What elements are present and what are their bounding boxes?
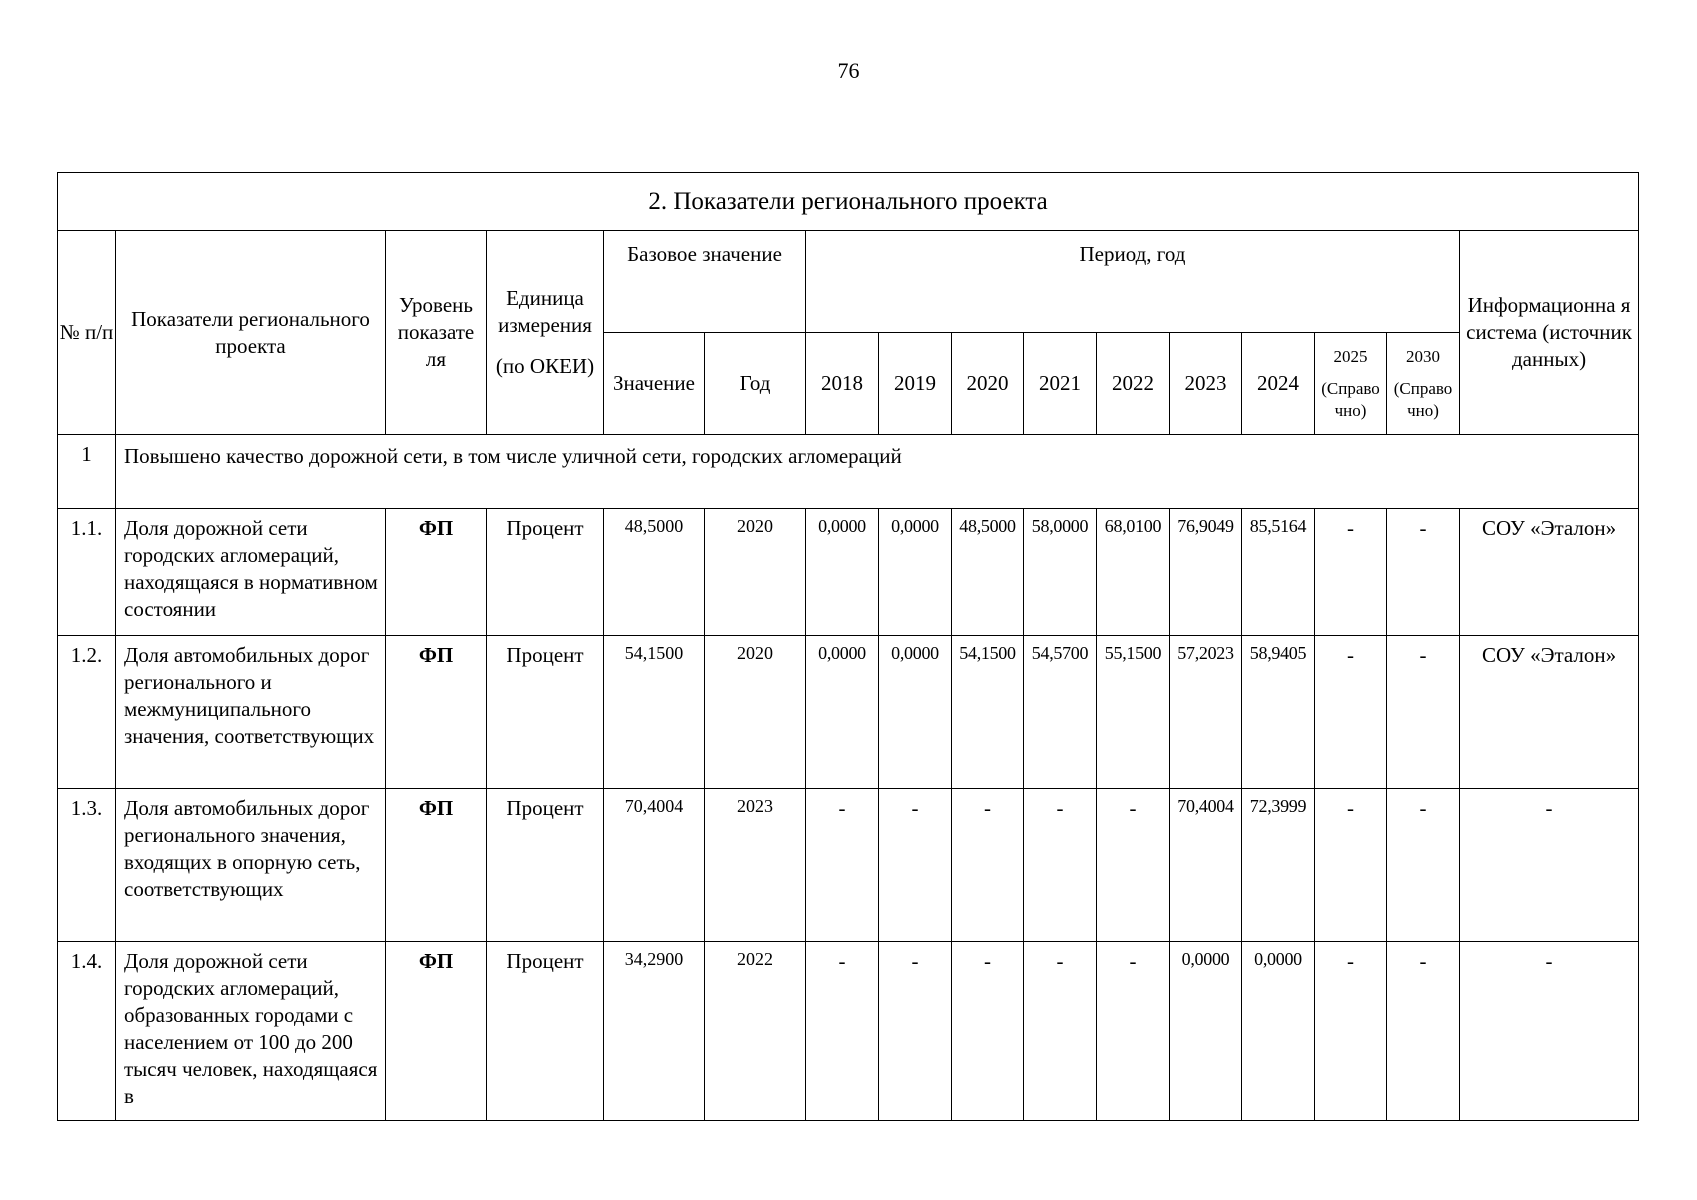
header-unit-line2: (по ОКЕИ) [495,354,595,378]
header-year-2030-label: 2030 [1406,346,1440,366]
row-value-2030: - [1387,789,1460,942]
row-base-value: 34,2900 [604,942,705,1121]
row-level: ФП [386,789,487,942]
section-num: 1 [58,435,116,509]
row-indicator-name: Доля автомобильных дорог регионального и межмуниципального значения, соответствующих [116,636,386,789]
header-year-2023: 2023 [1170,333,1242,435]
row-num: 1.1. [58,509,116,636]
indicators-table [57,172,1639,1121]
row-level: ФП [386,636,487,789]
header-reference-2025: (Справо чно) [1321,378,1380,420]
row-base-value: 70,4004 [604,789,705,942]
row-value-2018: - [806,789,879,942]
row-unit: Процент [487,942,604,1121]
row-base-value: 54,1500 [604,636,705,789]
header-year-2018: 2018 [806,333,879,435]
row-source: - [1460,942,1639,1121]
row-value-2020: - [952,942,1024,1121]
table-title: 2. Показатели регионального проекта [58,173,1639,231]
row-value-2020: 54,1500 [952,636,1024,789]
row-value-2020: 48,5000 [952,509,1024,636]
header-year-2030 [1387,333,1460,435]
row-indicator-name: Доля автомобильных дорог регионального значения, входящих в опорную сеть, соответствующих [116,789,386,942]
header-indicator: Показатели регионального проекта [116,231,386,435]
row-value-2030: - [1387,636,1460,789]
row-value-2021: 54,5700 [1024,636,1097,789]
row-num: 1.4. [58,942,116,1121]
row-value-2025: - [1315,942,1387,1121]
row-value-2024: 58,9405 [1242,636,1315,789]
row-unit: Процент [487,636,604,789]
row-base-year: 2022 [705,942,806,1121]
table-row [58,509,1639,636]
row-value-2021: - [1024,789,1097,942]
row-value-2019: - [879,789,952,942]
header-year-2021: 2021 [1024,333,1097,435]
row-value-2019: - [879,942,952,1121]
row-level: ФП [386,509,487,636]
row-unit: Процент [487,509,604,636]
row-base-year: 2020 [705,509,806,636]
header-reference-2030: (Справо чно) [1393,378,1453,420]
row-value-2024: 0,0000 [1242,942,1315,1121]
header-year-2019: 2019 [879,333,952,435]
row-value-2023: 70,4004 [1170,789,1242,942]
row-indicator-name: Доля дорожной сети городских агломераций, находящаяся в нормативном состоянии [116,509,386,636]
row-indicator-name: Доля дорожной сети городских агломераций, образованных городами с населением от 100 до 200 тысяч человек, находящаяся в [116,942,386,1121]
row-value-2020: - [952,789,1024,942]
row-value-2022: - [1097,942,1170,1121]
table-row [58,942,1639,1121]
row-value-2019: 0,0000 [879,509,952,636]
header-year-2020: 2020 [952,333,1024,435]
table-row [58,789,1639,942]
header-level: Уровень показате ля [386,231,487,435]
row-value-2024: 85,5164 [1242,509,1315,636]
row-value-2018: 0,0000 [806,509,879,636]
header-value: Значение [604,333,705,435]
row-base-value: 48,5000 [604,509,705,636]
row-value-2025: - [1315,789,1387,942]
row-value-2019: 0,0000 [879,636,952,789]
table-row [58,636,1639,789]
row-value-2025: - [1315,509,1387,636]
row-source: - [1460,789,1639,942]
row-value-2022: 68,0100 [1097,509,1170,636]
row-value-2022: 55,1500 [1097,636,1170,789]
row-value-2021: 58,0000 [1024,509,1097,636]
header-unit-line1: Единица измерения [498,286,592,337]
row-value-2024: 72,3999 [1242,789,1315,942]
header-year-2022: 2022 [1097,333,1170,435]
page-number: 76 [837,58,860,83]
header-period: Период, год [806,231,1460,333]
row-value-2023: 76,9049 [1170,509,1242,636]
row-num: 1.3. [58,789,116,942]
row-base-year: 2023 [705,789,806,942]
header-unit [487,231,604,435]
section-title: Повышено качество дорожной сети, в том числе уличной сети, городских агломераций [116,435,1639,509]
row-value-2030: - [1387,509,1460,636]
row-num: 1.2. [58,636,116,789]
header-year-2025-label: 2025 [1333,346,1368,366]
row-value-2018: 0,0000 [806,636,879,789]
row-base-year: 2020 [705,636,806,789]
row-unit: Процент [487,789,604,942]
header-year-2024: 2024 [1242,333,1315,435]
row-value-2023: 57,2023 [1170,636,1242,789]
header-year: Год [705,333,806,435]
header-base-value: Базовое значение [604,231,806,333]
row-value-2025: - [1315,636,1387,789]
header-num: № п/п [58,231,116,435]
row-level: ФП [386,942,487,1121]
row-value-2018: - [806,942,879,1121]
row-value-2021: - [1024,942,1097,1121]
row-source: СОУ «Эталон» [1460,509,1639,636]
row-value-2030: - [1387,942,1460,1121]
header-year-2025 [1315,333,1387,435]
row-source: СОУ «Эталон» [1460,636,1639,789]
row-value-2022: - [1097,789,1170,942]
header-info-system: Информационна я система (источник данных) [1460,231,1639,435]
row-value-2023: 0,0000 [1170,942,1242,1121]
